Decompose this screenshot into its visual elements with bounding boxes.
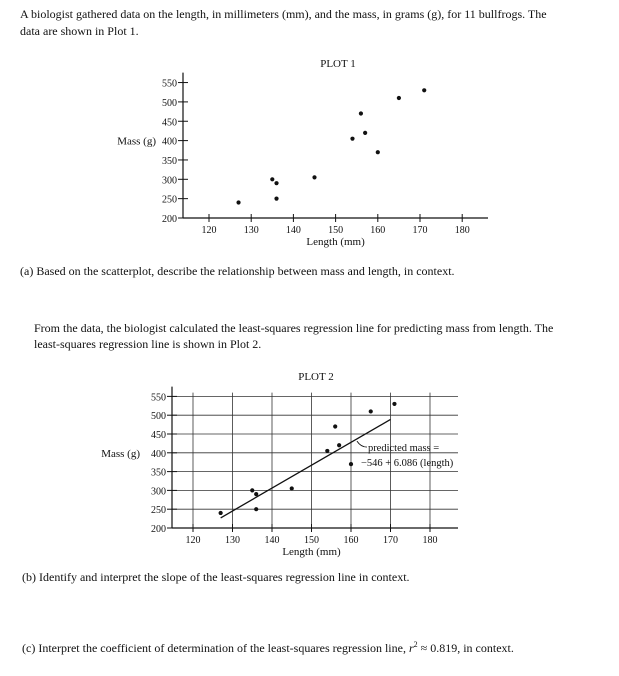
- plot-2-data-point: [254, 507, 258, 511]
- plot-1-y-tick-label: 450: [162, 117, 177, 129]
- plot-2-data-point: [369, 409, 373, 413]
- plot-1-y-tick-label: 550: [162, 78, 177, 90]
- plot-1-x-tick-label: 180: [454, 225, 470, 236]
- plot-1-x-axis-label: Length (mm): [306, 236, 365, 248]
- question-c-before: (c) Interpret the coefficient of determination of the least-squares regression line,: [22, 641, 409, 655]
- plot-2-y-tick-label: 550: [151, 392, 166, 404]
- plot-2-y-tick-label: 400: [151, 448, 166, 460]
- plot-2-data-point: [333, 424, 337, 428]
- plot-2-data-point: [337, 443, 341, 447]
- intro-line-2: data are shown in Plot 1.: [20, 24, 139, 38]
- plot-2-annotation-line-1: predicted mass =: [367, 443, 440, 455]
- plot-2-data-point: [349, 462, 353, 466]
- plot-2-y-tick-label: 450: [151, 430, 166, 441]
- plot-2-x-tick-label: 130: [225, 535, 240, 546]
- plot-1-x-tick-label: 140: [285, 225, 301, 236]
- plot-2-data-point: [254, 492, 258, 496]
- plot-1-x-tick-label: 150: [328, 225, 344, 236]
- plot-1-y-tick-label: 250: [162, 194, 177, 206]
- plot-2-y-tick-label: 500: [151, 411, 166, 423]
- plot-2-x-tick-label: 160: [343, 535, 359, 546]
- plot-1-y-tick-label: 350: [162, 155, 177, 167]
- plot-1-y-tick-label: 500: [162, 97, 177, 109]
- plot-1-x-tick-label: 160: [370, 225, 386, 236]
- plot-1-y-axis-label: Mass (g): [117, 135, 156, 148]
- plot-1-y-tick-label: 200: [162, 214, 177, 225]
- regression-intro-line-1: From the data, the biologist calculated the least-squares regression line for predicting mass from length. The: [34, 321, 554, 335]
- question-c-r: r: [408, 641, 414, 655]
- plot-2-annotation-line-2: −546 + 6.086 (length): [360, 458, 454, 470]
- plot-2-x-axis-label: Length (mm): [282, 546, 341, 558]
- question-c-after: ≈ 0.819, in context.: [417, 641, 514, 655]
- plot-1-x-tick-label: 130: [243, 225, 259, 236]
- plot-2-x-tick-label: 120: [185, 535, 201, 546]
- plot-1-x-tick-label: 170: [412, 225, 428, 236]
- plot-1-y-tick-label: 400: [162, 136, 177, 148]
- plot-2-y-tick-label: 350: [151, 467, 166, 479]
- plot-2-x-tick-label: 170: [383, 535, 398, 546]
- plot-2-annotation-leader: [357, 441, 367, 447]
- plot-2-data-point: [392, 402, 396, 406]
- plot-2-y-axis-label: Mass (g): [101, 447, 140, 460]
- plot-2-x-tick-label: 180: [422, 535, 438, 546]
- plot-2-y-tick-label: 300: [151, 486, 166, 498]
- plot-2-y-tick-label: 200: [151, 524, 166, 535]
- plot-2-data-point: [325, 449, 329, 453]
- plot-2-data-point: [219, 511, 223, 515]
- plot-1-title: PLOT 1: [320, 58, 356, 70]
- regression-intro-line-2: least-squares regression line is shown in Plot 2.: [34, 337, 262, 351]
- plot-2-data-point: [250, 488, 254, 492]
- plot-2-y-tick-label: 250: [151, 505, 166, 517]
- plot-2-x-tick-label: 140: [264, 535, 280, 546]
- question-a: (a) Based on the scatterplot, describe the relationship between mass and length, in context.: [20, 264, 455, 278]
- plot-2-data-point: [290, 486, 294, 490]
- question-b: (b) Identify and interpret the slope of the least-squares regression line in context.: [22, 570, 410, 584]
- intro-line-1: A biologist gathered data on the length, in millimeters (mm), and the mass, in grams (g), for 11 bullfrogs. The: [20, 7, 547, 21]
- plot-1-x-tick-label: 120: [201, 225, 217, 236]
- plot-2-title: PLOT 2: [298, 371, 334, 383]
- plot-1-y-tick-label: 300: [162, 175, 177, 187]
- question-c-sup: 2: [413, 640, 418, 649]
- plot-2-x-tick-label: 150: [304, 535, 319, 546]
